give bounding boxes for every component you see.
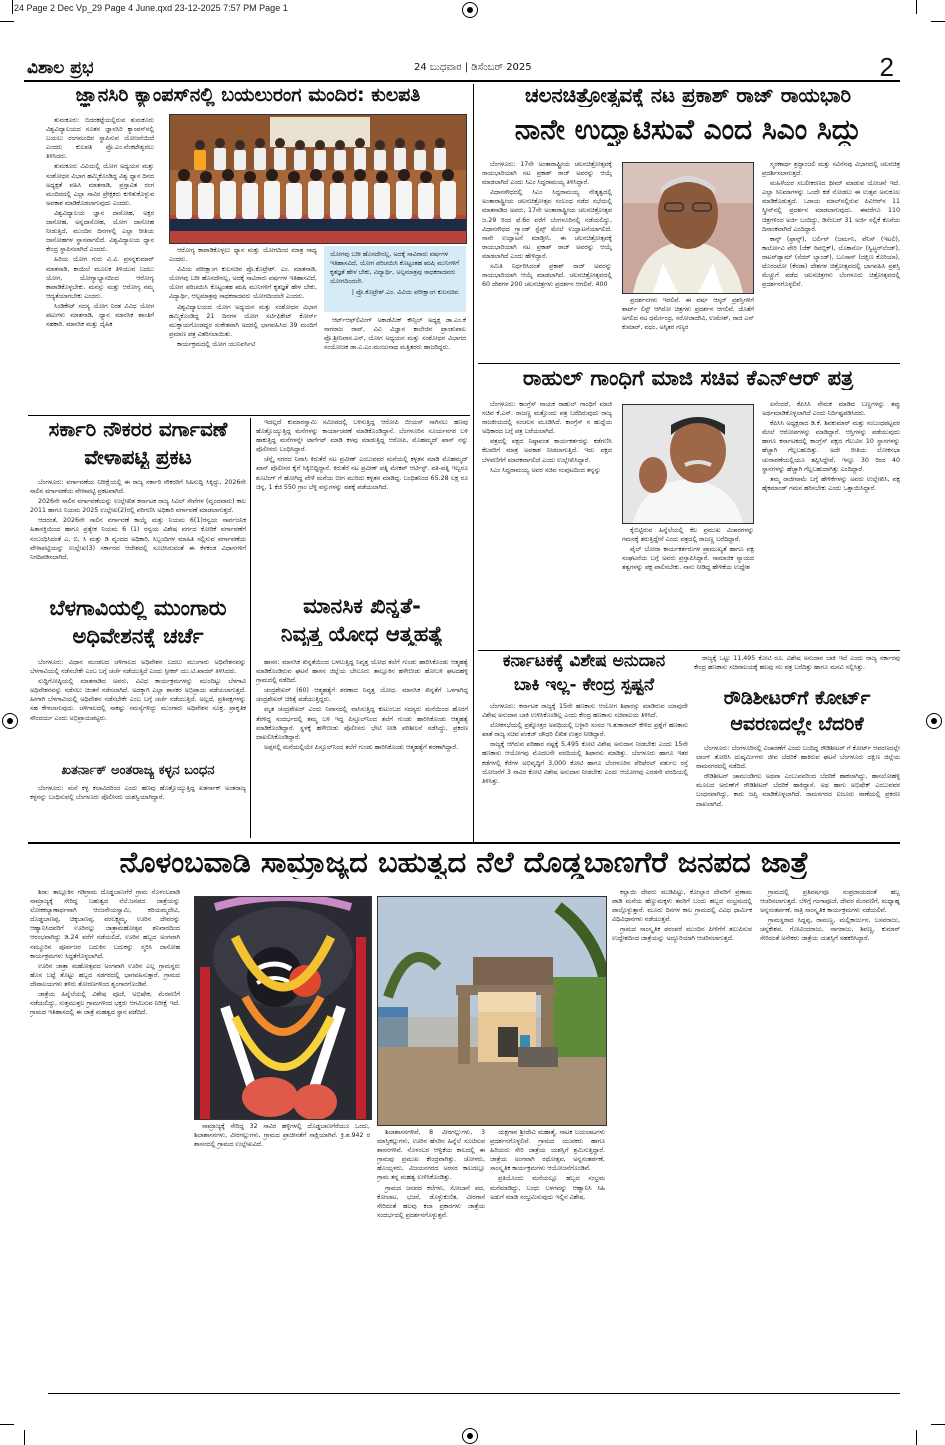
article-body [694,654,900,690]
paragraph: ಕಲ್ಲಾಯಿ ದೇವರು ಮುಡಿಪಿಟ್ಟು, ಕೋಲ್ಲಾರ ದೇವರಿಗೆ ಪ್ರಣಾಮ ಪಾಡಿ ಮನೆಯ ಹೆಣ್ಣುಮಕ್ಕಳು ತವರಿಗೆ ಬಂದು ಹಬ್ಬದ ಸಂಭ್ರಮದಲ್ಲಿ ಪಾಲ್ಗೊಳ್ಳುತ್ತಾರೆ. ಮೂರು ದಿನಗಳ ಕಾಲ ಗ್ರಾಮದಲ್ಲಿ ವಿವಿಧ ಧಾರ್ಮಿಕ ವಿಧಿವಿಧಾನಗಳು ನಡೆಯುತ್ತವೆ. [612,889,752,924]
newspaper-logo: ವಿಶಾಲ ಪ್ರಭ [27,58,94,78]
paragraph: ಕಾನ್ಸ್ (ಫ್ರಾನ್ಸ್), ಬರ್ಲಿನ್ (ಜರ್ಮನಿ, ವೆನಿಸ್ (ಇಟಲಿ), ಕಾರ್ಲೋವಿ ವೇರಿ (ಜೆಕ್ ರಿಪಬ್ಲಿಕ್), ಲೊಕಾರ್ನೊ (ಸ್ವಿಟ್ಜರ್‌ಲೆಂಡ್), ರಾಟರ್‌ಡ್ಯಾಮ್ (ನೆದರ್ ಲ್ಯಾಂಡ್), ಬೂಸಾನ್ (ದಕ್ಷಿಣ ಕೊರಿಯಾ), ಟೊರಂಟೋ (ಕೆನಡಾ) ದೇಶಗಳ ಚಿತ್ರೋತ್ಸವದಲ್ಲಿ ಭಾಗವಹಿಸಿ ಪ್ರಶಸ್ತಿ ಮೆಚ್ಚುಗೆ ಪಡೆದ ಚಲನಚಿತ್ರಗಳು ಬೆಂಗಳೂರು ಚಿತ್ರೋತ್ಸವದಲ್ಲಿ ಪ್ರದರ್ಶನಗೊಳ್ಳಲಿವೆ. [762,235,900,289]
registration-mark [926,713,942,729]
dateline: 24 ಬುಧವಾರ | ಡಿಸೆಂಬರ್ 2025 [414,62,532,73]
headline: ನೊಳಂಬವಾಡಿ ಸಾಮ್ರಾಜ್ಯದ ಬಹುತ್ವದ ನೆಲೆ ದೊಡ್ಡಬಾಣಗೆರೆ ಜನಪದ ಜಾತ್ರೆ [119,846,809,879]
crop-mark [0,1424,14,1425]
paragraph: ಶಿಲಾಶಾಸನಗಳಿವೆ, 8 ವೀರಗಲ್ಲುಗಳು, 3 ಮಾಸ್ತಿಕಲ್ಲುಗಳು, ಊರಿನ ಹೆಸರಿನ ಹಿನ್ನೆಲೆ ಸೂಚಿಸುವ ಶಾಸನಗಳಿವೆ. ನೊಳಂಬರ ಆಳ್ವಿಕೆಯ ಕಾಲದಲ್ಲಿ ಈ ಗ್ರಾಮವು ಪ್ರಮುಖ ಕೇಂದ್ರವಾಗಿತ್ತು. ಚೋಳರು, ಹೊಯ್ಸಳರು, ವಿಜಯನಗರದ ಅರಸರ ಕಾಲದಲ್ಲೂ ಗ್ರಾಮ ತನ್ನ ಮಹತ್ವ ಉಳಿಸಿಕೊಂಡಿತ್ತು. [377,1129,485,1182]
paragraph: ಕೆಪಿಸಿಸಿ ಅಧ್ಯಕ್ಷರಾದ ಡಿ.ಕೆ. ಶಿವಕುಮಾರ್ ಮತ್ತು ಸಂಬಂಧಪಟ್ಟವರ ಮೇಲೆ ಆರೋಪಗಳನ್ನು ಮಾಡಿದ್ದಾರೆ. ಆಸ್ತಿಗಳನ್ನು ಪಡೆಯುವುದು ಹಾಗೂ ಕರ್ನಾಟಕದಲ್ಲಿ ಕಾಂಗ್ರೆಸ್ ಪಕ್ಷದ ಗೆಲುವಿನ 10 ಸ್ಥಾನಗಳನ್ನು ಹೆಚ್ಚಾಗಿ ಗೆಲ್ಲಬಹುದಿತ್ತು. ಅದೇ ರೀತಿಯ ಲೋಕಸಭಾ ಚುನಾವಣೆಯಲ್ಲಿಯೂ ತಪ್ಪಿಸಿದ್ದೇವೆ, ಇನ್ನೂ 30 ರಿಂದ 40 ಸ್ಥಾನಗಳನ್ನು ಹೆಚ್ಚಾಗಿ ಗೆಲ್ಲಬಹುದಾಗಿತ್ತು ಎಂದಿದ್ದಾರೆ. [762,420,900,473]
headline-line: ವೇಳಾಪಟ್ಟಿ ಪ್ರಕಟ [84,446,192,469]
article-body [760,888,900,1386]
article-body [622,526,754,617]
headline-line: ಮಾನಸಿಕ ಖಿನ್ನತೆ- [303,594,421,618]
article-body [696,744,900,838]
paragraph: ಗ್ರಾಮದ ಸಾಂಸ್ಕೃತಿಕ ಪರಂಪರೆ ಮುಂದಿನ ಪೀಳಿಗೆಗೆ ತಲುಪಿಸುವ ಉದ್ದೇಶದಿಂದ ಜಾತ್ರೆಯನ್ನು ಅದ್ದೂರಿಯಾಗಿ ಆಚರಿಸಲಾಗುತ್ತದೆ. [612,926,752,943]
paragraph: ಇದಲ್ಲದೆ ಕುಮಾರಸ್ವಾಮಿ ಸಮೀಪದಲ್ಲಿ ಬಳಿಸುತ್ತಿದ್ದ ಆರೋಪಿ ಬೀಯಸ್ ಸಾಗಿಸಲು ಹಣವು ಹೊತ್ತೊಯ್ಯುತ್ತಿದ್ದ ಮನೆಗಳನ್ನು ಕಾರ್ಯಾಚರಣೆ ಮಾಡಿಕೊಂಡಿದ್ದಾನೆ. ಬೆಂಗಳೂರಿನ ಸೂರ್ಯನಗರ ಬಳಿ ಹಾಕುತ್ತಿದ್ದ ಮನೆಗಳನ್ನೇ ಟಾರ್ಗೆಟ್ ಮಾಡಿ ಕಳವು ಮಾಡುತ್ತಿದ್ದ ಆರೋಪಿ, ಮೊಹಮ್ಮದ್ ಖಾನ್ ನನ್ನು ಪೊಲೀಸರು ಬಂಧಿಸಿದ್ದಾರೆ. [256,419,468,454]
photo-caption [194,1122,370,1386]
registration-mark [2,713,18,729]
paragraph: ಅಪ್ಪನಲ್ಲಿ ಮನೆಯಲ್ಲಿಯೇ ಪಿಸ್ತೂಲ್‌ನಿಂದ ತಲೆಗೆ ಗುಂಡು ಹಾರಿಸಿಕೊಂಡು ಆತ್ಮಹತ್ಯೆಗೆ ಶರಣಾಗಿದ್ದಾರೆ. [264,743,458,751]
photo-deity [194,896,372,1120]
paragraph: ಸ್ಮರಣಾರ್ಥ ಶ್ರದ್ಧಾಂಜಲಿ ಮತ್ತು ಸವಿನೆನಪು ವಿಭಾಗದಲ್ಲಿ ಚಲನಚಿತ್ರ ಪ್ರದರ್ಶಿಸಲಾಗುತ್ತದೆ. [762,161,900,178]
paragraph: ಗ್ರಾಮಸ್ಥರಾದ ಸಿದ್ದಪ್ಪ, ರಾಮಣ್ಣ, ಮಲ್ಲಿಕಾರ್ಜುನ, ಬಸವರಾಜು, ಚನ್ನಕೇಶವ, ಗೋವಿಂದರಾಜು, ನಾಗರಾಜು, ಶಿವಣ್ಣ, ಕುಮಾರ್ ಸೇರಿದಂತೆ ಅನೇಕರು ಜಾತ್ರೆಯ ಯಶಸ್ಸಿಗೆ ಸಹಕರಿಸಿದ್ದಾರೆ. [760,917,900,943]
quote-attribution: | ಪ್ರೊ.ಕೊಟ್ರೇಶ್.ಎಂ. ವಿವಿಯ ಪರೀಕ್ಷಾಂಗ ಕುಲಸಚಿವ. [351,289,460,297]
paragraph: ಹಾಸನ: ಮಾನಸಿಕ ಖಿನ್ನತೆಯಿಂದ ಬಳಲುತ್ತಿದ್ದ ನಿವೃತ್ತ ಯೋಧ ತಲೆಗೆ ಗುಂಡು ಹಾರಿಸಿಕೊಂಡು ಆತ್ಮಹತ್ಯೆ ಮಾಡಿಕೊಂಡಿರುವ ಘಟನೆ ಹಾಸನ ಜಿಲ್ಲೆಯ ಬೇಲೂರು ತಾಲ್ಲೂಕಿನ ಹಳೇಬೀಡು ಹೋಬಳಿ ಘಟದಹಳ್ಳಿ ಗ್ರಾಮದಲ್ಲಿ ನಡೆದಿದೆ. [256,659,468,685]
paragraph: ಪತ್ರದಲ್ಲಿ ಪಕ್ಷದ ನಿಷ್ಠಾವಂತ ಕಾರ್ಯಕರ್ತರನ್ನು ಕಡೆಗಣಿಸಿ ಕೆಲವರಿಗೆ ಮಾತ್ರ ಅವಕಾಶ ನೀಡಲಾಗುತ್ತಿದೆ. ಇದು ಪಕ್ಷದ ಬೆಳವಣಿಗೆಗೆ ಮಾರಕವಾಗಲಿದೆ ಎಂದು ಉಲ್ಲೇಖಿಸಿದ್ದಾರೆ. [482,438,612,464]
paragraph: ಬೆಂಗಳೂರು: ಬೆಂಗಳೂರಿನಲ್ಲಿ ವಿಚಾರಣೆಗೆ ಎಂದು ಬಂದಿದ್ದ ರೌಡಿಶೀಟರ್ ಗೆ ಕೋರ್ಟ್ ಆವರಣದಲ್ಲೇ ಲಾಂಗ್ ತೋರಿಸಿ ದುಷ್ಕರ್ಮಿಗಳು ಜೀವ ಬೆದರಿಕೆ ಹಾಕಿರುವ ಘಟನೆ ಬೆಂಗಳೂರು ದಕ್ಷಿಣ ಜಿಲ್ಲೆಯ ರಾಮನಗರದಲ್ಲಿ ನಡೆದಿದೆ. [696,745,900,771]
column-divider [473,84,474,842]
photo-yoga-group [169,114,467,244]
masthead [24,52,900,82]
crop-mark [916,0,917,14]
crop-mark [931,21,945,22]
pull-quote [324,246,466,312]
paragraph: ಚೆನ್ನೈ ನಗರದ ನಿವಾಸಿ ಕಿರುತೆರೆ ನಟ ಪ್ರವೀಣ್ ಎಂಬುವವರ ಮನೆಯಲ್ಲಿ ಕಳ್ಳತನ ಮಾಡಿ ಮೊಹಮ್ಮದ್ ಖಾನ್ ಪೊಲೀಸರ ಕೈಗೆ ಸಿಕ್ಕಿಬಿದ್ದಿದ್ದಾನೆ. ಕಿರುತೆರೆ ನಟ ಪ್ರವೀಣ್ ಪತ್ನಿ ಮೇಕಪ್ ಆರ್ಟಿಸ್ಟ್. ಪತಿ-ಪತ್ನಿ ಇಬ್ಬರೂ ಶೂಟಿಂಗ್ ಗೆ ಹೋಗಿದ್ದ ವೇಳೆ ಮನೆಯ ಬೀಗ ಮುರಿದು ಕಳ್ಳತನ ಮಾಡಿದ್ದ. ಬಂಧಿತನಿಂದ 65.28 ಲಕ್ಷ ರೂ ಚಿನ್ನ, 1 ಕೆಜಿ 550 ಗ್ರಾಂ ಬೆಳ್ಳಿ ವಸ್ತುಗಳನ್ನು ವಶಕ್ಕೆ ಪಡೆಯಲಾಗಿದೆ. [256,456,468,491]
article-body [482,160,612,360]
kicker: ಚಲನಚಿತ್ರೋತ್ಸವಕ್ಕೆ ನಟ ಪ್ರಕಾಶ್ ರಾಜ್ ರಾಯಭಾರಿ [524,84,852,107]
crop-mark [0,21,14,22]
paragraph: ಬೆಂಗಳೂರು: ವಿಧಾನ ಮಂಡಲದ ಚಳಿಗಾಲದ ಅಧಿವೇಶನ ಬದಲು ಮುಂಗಾರು ಅಧಿವೇಶನವನ್ನು ಬೆಳಗಾವಿಯಲ್ಲಿ ನಡೆಸಬೇಕೇ ಎಂಬ ಬಗ್ಗೆ ಚರ್ಚೆ ನಡೆಯುತ್ತಿದೆ ಎಂದು ಸ್ಪೀಕರ್ ಯು.ಟಿ.ಖಾದರ್ ತಿಳಿಸಿದರು. [30,659,246,676]
paragraph: ಊರಿನ ಜಾತ್ರಾ ಮಹೋತ್ಸವದ ಅಂಗವಾಗಿ ಊರಿನ ಎಲ್ಲ ಗ್ರಾಮಸ್ಥರು ಹೊಸ ಬಟ್ಟೆ ತೊಟ್ಟು ಹಬ್ಬದ ಸಡಗರದಲ್ಲಿ ಭಾಗವಹಿಸುತ್ತಾರೆ. ಗ್ರಾಮದ ದೇವಾಲಯಗಳು ತಳಿರು ತೋರಣಗಳಿಂದ ಶೃಂಗಾರಗೊಂಡಿವೆ. [30,962,180,988]
article-body [762,400,900,617]
photo-siddaramaiah [622,162,754,294]
article-body [482,702,688,838]
paragraph: ಹಿರಿಯ ಯೋಗ ಗುರು ವಿ.ವಿ. ಪ್ರಸನ್ನಕುಮಾರ್ ಮಾತನಾಡಿ, ಕಾಯಿಲೆ ಮೂಲಕ ತಿಳಿಯುವ ಬದಲು ಯೋಗ, ಯೋಗ್ಯಾಭ್ಯಾಸದಿಂದ ಆರೋಗ್ಯ ಕಾಪಾಡಿಕೊಳ್ಳಬೇಕು. ಮನಸ್ಸು ಮತ್ತು ಆರೋಗ್ಯ ನಮ್ಮ ಆದ್ಯತೆಯಾಗಬೇಕು ಎಂದರು. [46,256,154,300]
article-body [256,658,468,836]
paragraph: ಮೃತ ಚಂದ್ರಶೇಖರ್ ಎಂದು ನಿವಾಸದಲ್ಲಿ ವಾಸಿಸುತ್ತಿದ್ದ ಕುಟುಂಬದ ಸದಸ್ಯರು ಮನೆಯಿಂದ ಹೊರಗೆ ತೆರಳಿದ್ದ ಸಂದರ್ಭದಲ್ಲಿ ತಮ್ಮ ಬಳಿ ಇದ್ದ ಪಿಸ್ತೂಲ್‌ನಿಂದ ತಲೆಗೆ ಗುಂಡು ಹಾರಿಸಿಕೊಂಡು ಆತ್ಮಹತ್ಯೆ ಮಾಡಿಕೊಂಡಿದ್ದಾರೆ. ಸ್ಥಳಕ್ಕೆ ಹಳೇಬೀಡು ಪೊಲೀಸರು ಭೇಟಿ ನೀಡಿ ಪರಿಶೀಲನೆ ನಡೆಸಿದ್ದು, ಪ್ರಕರಣ ದಾಖಲಿಸಿಕೊಂಡಿದ್ದಾರೆ. [256,706,468,741]
portrait-graphic [623,405,753,523]
registration-mark [462,1428,478,1444]
crop-mark [24,1430,25,1445]
headline: ಖತರ್ನಾಕ್ ಅಂತರಾಜ್ಯ ಕಳ್ಳನ ಬಂಧನ [61,764,215,778]
article-body [169,246,317,406]
paragraph: ರಾಜ್ಯಕ್ಕೆ ಒಟ್ಟು 11,495 ಕೋಟಿ ರೂ. ವಿಶೇಷ ಅನುದಾನ ಬಾಕಿ ಇದೆ ಎಂದು ರಾಜ್ಯ ಸರ್ಕಾರವು ಕೇಂದ್ರ ಹಣಕಾಸು ಸಚಿವಾಲಯಕ್ಕೆ ಹಲವು ಸಲ ಪತ್ರ ಬರೆದಿತ್ತು ಹಾಗೂ ಮನವಿ ಸಲ್ಲಿಸಿತ್ತು. [694,655,900,672]
paragraph: ಆರೋಗ್ಯ ಕಾಪಾಡಿಕೊಳ್ಳಲು ಧ್ಯಾನ ಮತ್ತು ಯೋಗದಿಂದ ಮಾತ್ರ ಸಾಧ್ಯ ಎಂದರು. [169,247,317,264]
page-bottom-rule [48,1393,900,1394]
article-body [30,784,246,836]
headline-line: ಅಧಿವೇಶನಕ್ಕೆ ಚರ್ಚೆ [72,624,204,648]
quote-text: ಯೋಗವು ಬರೀ ಹೊಸದೇನಲ್ಲ, ಅದಕ್ಕೆ ಸಾವಿರಾರು ವರ್ಷಗಳ ಇತಿಹಾಸವಿದೆ, ಯೋಗ ಪರಿಚಯಿಸಿ ಕೊಟ್ಟಂತಹ ಋಷಿ ಮುನಿಗಳಿಗೆ ಕೃತಜ್ಞತೆ ಹೇಳ ಬೇಕು, ವಿದ್ಯಾರ್ಥಿ, ಅಲ್ಪಮಾತ್ರವು ಸಾಧಕರಾದವರು ಯೋಗದಿಂದಲೇ. [330,251,459,286]
article-body [30,888,180,1386]
headline-line: ಕರ್ನಾಟಕಕ್ಕೆ ವಿಶೇಷ ಅನುದಾನ [502,652,666,671]
paragraph: ಬೆಂಗಳೂರು: ಮನೆ ಕಳ್ಳ ಕಲಾವಿದರಿಂದ ಎಂದು ಹಣವು ಹೊತ್ತೊಯ್ಯುತ್ತಿದ್ದ ಖತರ್ನಾಕ್ ಅಂತರಾಜ್ಯ ಕಳ್ಳನನ್ನು ಬಂಧಿಸುವಲ್ಲಿ ಬೆಂಗಳೂರು ಪೊಲೀಸರು ಯಶಸ್ವಿಯಾಗಿದ್ದಾರೆ. [30,785,246,802]
print-slug: 24 Page 2 Dec Vp_29 Page 4 June.qxd 23-12-2025 7:57 PM Page 1 [14,3,288,13]
article-body [612,888,752,1386]
article-body [30,478,246,590]
paragraph: ಬೆಂಗಳೂರು: 17ನೇ ಅಂತಾರಾಷ್ಟ್ರೀಯ ಚಲನಚಿತ್ರೋತ್ಸವಕ್ಕೆ ರಾಯಭಾರಿಯಾಗಿ ನಟ ಪ್ರಕಾಶ್ ರಾಜ್ ಅವರನ್ನು ಆಯ್ಕೆ ಮಾಡಲಾಗಿದೆ ಎಂದು ಸಿಎಂ ಸಿದ್ದರಾಮಯ್ಯ ತಿಳಿಸಿದ್ದಾರೆ. [482,161,612,187]
article-body [762,160,900,360]
headline-line: ಸರ್ಕಾರಿ ನೌಕರರ ವರ್ಗಾವಣೆ [48,418,228,441]
crop-mark [916,1430,917,1445]
paragraph: ತುಮಕೂರು: ಬಿದರಕಟ್ಟೆಯಲ್ಲಿರುವ ತುಮಕೂರು ವಿಶ್ವವಿದ್ಯಾಲಯದ ನೂತನ ಜ್ಞಾನಸಿರಿ ಕ್ಯಾಂಪಸ್‌ನಲ್ಲಿ ಬಯಲು ರಂಗಮಂದಿರ ಸ್ಥಾಪಿಸುವ ಯೋಜನೆಯಿದೆ ಎಂದರು ಕುಲಪತಿ ಪ್ರೊ.ಎಂ.ವೆಂಕಟೇಶ್ವರಲು ತಿಳಿಸಿದರು. [46,117,154,161]
article-body [482,400,612,617]
paragraph: ಕಾರ್ಯಕ್ರಮದಲ್ಲಿ ಯೋಗ ಯುನಿವರ್ಸಿಟಿ [177,340,256,348]
crop-mark [12,0,13,14]
paragraph: ತುಮಕೂರು ವಿವಿಯಲ್ಲಿ ಯೋಗ ಅಧ್ಯಯನ ಮತ್ತು ಸಂಶೋಧನ ವಿಭಾಗ ಹಮ್ಮಿಕೊಂಡಿದ್ದ ವಿಶ್ವ ಧ್ಯಾನ ದಿನದ ಅಧ್ಯಕ್ಷತೆ ವಹಿಸಿ ಮಾತನಾಡಿ, ಪ್ರಸ್ತಾವಿತ ರಂಗ ಮಂದಿರದಲ್ಲಿ ಎಲ್ಲಾ ಸಾವಿರ ಪ್ರೇಕ್ಷಕರು ಕುಳಿತುಕೊಳ್ಳುವ ಅವಕಾಶ ಮಾಡಿಕೊಡಲಾಗುವುದು ಎಂದರು. [46,163,154,207]
paragraph: ಗ್ರಾಮದ ಜನಪದ ಕಲೆಗಳು, ಸೋಬಾನೆ ಪದ, ಕೋಲಾಟ, ಭಜನೆ, ಡೊಳ್ಳುಕುಣಿತ, ವೀರಗಾಸೆ ಸೇರಿದಂತೆ ಹಲವು ಕಲಾ ಪ್ರಕಾರಗಳು ಜಾತ್ರೆಯ ಸಂದರ್ಭದಲ್ಲಿ ಪ್ರದರ್ಶನಗೊಳ್ಳುತ್ತವೆ. [377,1184,485,1219]
section-divider [478,650,900,651]
paragraph: ಶಿರಾ: ತಾಲ್ಲೂಕಿನ ಗಡಿಗ್ರಾಮ ದೊಡ್ಡಬಾಣಗೆರೆ ಗ್ರಾಮ ನೊಳಂಬವಾಡಿ ಸಾಮ್ರಾಜ್ಯಕ್ಕೆ ಸೇರಿದ್ದ ಬಹುತ್ವದ ನೆಲೆ.ಜನಪದ ಜಾತ್ರೆಯನ್ನು ಲೋಕಕಲ್ಯಾಣಾರ್ಥವಾಗಿ ಆಂಜನೇಯಸ್ವಾಮಿ, ಕರಿಯಮ್ಮದೇವಿ, ದೊಡ್ಡಬಾಣಪ್ಪ, ಚಿಕ್ಕಬಾಣಪ್ಪ, ವರಲಕ್ಷ್ಮಮ್ಮ, ಊರಿನ ದೇವರನ್ನು ಆಹ್ವಾನಿಸಿದವರಿಗೆ ಊರಿನಲ್ಲು ಜಾತ್ರಾಮಹೋತ್ಸವ ಶನಿವಾರದಿಂದ ಆರಂಭವಾಗಿದ್ದು ಡಿ.24 ವರೆಗೆ ನಡೆಯಲಿದೆ, ಊರಿನ ಹಬ್ಬದ ಅಂಗವಾಗಿ ನಮ್ಮೂರಿನ ಪೂರ್ವಜರ ಬದುಕಿನ ಬದುಕನ್ನು ಸ್ಮರಿಸಿ ದಾಸೋಹ ಕಾರ್ಯಕ್ರಮಗಳು ಸಿದ್ಧತೆಗೊಳ್ಳಲಾಗಿದೆ. [30,889,180,960]
temple-graphic [378,897,606,1125]
paragraph: ಏನೆಂದರೆ, ಕೆಪಿಸಿಸಿ ನೇಮಕ ಮಾಡಿದ ಬಣ್ಣಗಳನ್ನು ತಪ್ಪು ಅರ್ಥಮಾಡಿಕೊಳ್ಳಲಾಗಿದೆ ಎಂದು ನಿರ್ದಿಷ್ಟಪಡಿಸಿದರು. [762,401,900,418]
paragraph: ಪ್ರದರ್ಶನಗಳು ಇರಲಿವೆ. ಈ ವರ್ಷ ಆಸ್ಕರ್ ಪ್ರಶಸ್ತಿಗಳಿಗೆ ಶಾರ್ಟ್ ಲಿಸ್ಟ್ ಆಗಿರೋ ಚಿತ್ರಗಳು ಪ್ರದರ್ಶನ ಆಗಲಿವೆ. ಜೊತೆಗೆ ಅಗಲಿದ ನಟ ಧರ್ಮೇಂದ್ರ, ಸರೋಜಾದೇವಿ, ಉಮೇಶ್, ರಾಜಿ ಎನ್ ಕುಮಾರ್, ವಧಂ, ಅಸ್ಕಿತರ ಗಣ್ಯರ [622,297,754,332]
article-body [490,1128,605,1386]
article-body [377,1128,485,1386]
paragraph: ಲೋಕಸಭೆಯಲ್ಲಿ ಪ್ರಶ್ನೋತ್ತರ ಅವಧಿಯಲ್ಲಿ ಬಳ್ಳಾರಿ ಸಂಸದ ಇ.ತುಕಾರಾಮ್ ಕೇಳಿದ ಪ್ರಶ್ನೆಗೆ ಹಣಕಾಸು ಖಾತೆ ರಾಜ್ಯ ಸಚಿವ ಪಂಕಜ್ ಚೌಧರಿ ಲಿಖಿತ ಉತ್ತರ ನೀಡಿದ್ದಾರೆ. [482,722,688,739]
photo-kn-rajanna [622,404,754,524]
section-divider [28,842,900,844]
paragraph: ರಾಜ್ಯಕ್ಕೆ ಆಗಿರುವ ಪರಿಹಾರ ನಷ್ಟಕ್ಕೆ 5,495 ಕೋಟಿ ವಿಶೇಷ ಅನುದಾನ ನೀಡಬೇಕು ಎಂದು 15ನೇ ಹಣಕಾಸು ಆಯೋಗವು ಮೊದಲನೇ ವರದಿಯಲ್ಲಿ ಶಿಫಾರಸು ಮಾಡಿತ್ತು. ಬೆಂಗಳೂರು ಹಾಗೂ ಇತರ ಕಡೆಗಳಲ್ಲಿ ಕೆರೆಗಳ ಅಭಿವೃದ್ಧಿಗೆ 3,000 ಕೋಟಿ ಹಾಗೂ ಬೆಂಗಳೂರಿನ ಪೆರಿಫೆರಲ್ ವರ್ತುಲ ರಸ್ತೆ ಯೋಜನೆಗೆ 3 ಸಾವಿರ ಕೋಟಿ ವಿಶೇಷ ಅನುದಾನ ನೀಡಬೇಕು ಎಂದು ಆಯೋಗವು ಎರಡನೇ ವರದಿಯಲ್ಲಿ ತಿಳಿಸಿತ್ತು. [482,741,688,785]
article-body [46,116,154,406]
paragraph: ಕೈಬಿಟ್ಟಿರುವ ಹಿನ್ನೆಲೆಯಲ್ಲಿ ಕೆಲ ಪ್ರಮುಖ ವಿಚಾರಗಳನ್ನು ಗಮನಕ್ಕೆ ತರುತ್ತಿದ್ದೇನೆ ಎಂದು ಪತ್ರದಲ್ಲಿ ರಾಜಣ್ಣ ಬರೆದಿದ್ದಾರೆ. [622,527,754,544]
paragraph: ಮಹಿಳೆಯರ ಸಬಲೀಕರಣದ ಥೀಮ್ ಮಾಡುವ ಯೋಚನೆ ಇದೆ. ಎಲ್ಲಾ ಸಿನಿಮಾಗಳನ್ನು ಒಂದೇ ಕಡೆ ನೋಡಲು ಈ ಉತ್ಸವ ಅನುಕೂಲ ಮಾಡಿಕೊಡುತ್ತದೆ. ಒರಾಯ ಮಾಲ್‌ನಲ್ಲಿರುವ ಪಿವಿಆರ್‌ನ 11 ಸ್ಕ್ರೀನ್‌ನಲ್ಲಿ ಪ್ರದರ್ಶನ ಮಾಡಲಾಗುವುದು. ಈವರೆಗೂ 110 ಚಿತ್ರಗಳಿಂದ ಅರ್ಜಿ ಬಂದಿದ್ದು, ಡಿಸೆಂಬರ್ 31 ಅರ್ಜಿ ಸಲ್ಲಿಕೆ ಕೊನೆಯ ದಿನಾಂಕವಾಗಿದೆ ಎಂದಿದ್ದಾರೆ. [762,180,900,233]
article-body [30,658,246,760]
paragraph: ಬೆಂಗಳೂರು: ಕರ್ನಾಟಕ ರಾಜ್ಯಕ್ಕೆ 15ನೇ ಹಣಕಾಸು ಆಯೋಗ ಶಿಫಾರಸ್ಸು ಮಾಡಿರುವ ಯಾವುದೇ ವಿಶೇಷ ಅನುದಾನ ಬಾಕಿ ಉಳಿಸಿಕೊಂಡಿಲ್ಲ ಎಂದು ಕೇಂದ್ರ ಹಣಕಾಸು ಸಚಿವಾಲಯ ತಿಳಿಸಿದೆ. [482,703,688,720]
paragraph: ಪೈಲ್ ಬೋರಾ ಕಾರ್ಯಕರ್ತರುಗಳ ಪ್ರಾಮುಖ್ಯತೆ ಹಾಗೂ ಪಕ್ಷ ಸಂಘಟನೆಯ ಬಗ್ಗೆ ಅವರು ಪ್ರಸ್ತಾಪಿಸಿದ್ದಾರೆ. ಸಾಮಾಜಿಕ ನ್ಯಾಯದ ತತ್ವಗಳನ್ನು ಪಕ್ಷ ಪಾಲಿಸಬೇಕು. ನಾನು ನೀಡಿದ್ದ ಹೇಳಿಕೆಯ ಉದ್ದೇಶ [622,546,754,572]
paragraph: ಸುದ್ದಿಗೋಷ್ಠಿಯಲ್ಲಿ ಮಾತನಾಡಿದ ಅವರು, ವಿವಿಧ ಕಾರ್ಯಕ್ರಮಗಳನ್ನು ಮುಂದಿಟ್ಟು ಬೆಳಗಾವಿ ಅಧಿವೇಶನವನ್ನು ನಡೆಸಲು ಚಿಂತನೆ ನಡೆಸಲಾಗಿದೆ. ಅದಕ್ಕಾಗಿ ಎಲ್ಲಾ ಶಾಸಕರ ಅಭಿಪ್ರಾಯ ಪಡೆಯಲಾಗುತ್ತದೆ. ಹೀಗಾಗಿ ಬೆಳಗಾವಿಯಲ್ಲಿ ಅಧಿವೇಶನ ನಡೆಸಬೇಕೇ ಎಂಬ ಬಗ್ಗೆ ಚರ್ಚೆ ನಡೆಯುತ್ತಿದೆ. ಅಲ್ಲದೆ, ಪ್ರತಿಪಕ್ಷಗಳನ್ನು ಸಹ ಕೇಳಲಾಗುವುದು. ಚಳಿಗಾಲದಲ್ಲಿ ಸಾಕಷ್ಟು ಸಮಸ್ಯೆಗಳಿದ್ದು ಮುಂಗಾರು ಅಧಿವೇಶನ ಸೂಕ್ತ. ಪ್ರಾಕೃತಿಕ ಸೌಂದರ್ಯ ಎಂದು ಅಭಿಪ್ರಾಯಪಟ್ಟರು. [30,678,246,722]
paragraph: ವಿಶ್ವವಿದ್ಯಾಲಯದ ಯೋಗ ಅಧ್ಯಯನ ಮತ್ತು ಸಂಶೋಧನ ವಿಭಾಗ ಹಮ್ಮಿಕೊಂಡಿದ್ದ 21 ದಿನಗಳ ಯೋಗ ಸರ್ಟಿಫಿಕೇಟ್ ಕೋರ್ಸ್ ಮುಕ್ತಾಯಗೊಂಡದ್ದರ ಸಂಕೇತವಾಗಿ ಅದರಲ್ಲಿ ಭಾಗವಹಿಸಿದ 39 ಮಂದಿಗೆ ಪ್ರಮಾಣ ಪತ್ರ ವಿತರಿಸಲಾಯಿತು. [169,303,317,338]
paragraph: ಜಾತ್ರೆಯ ಹಿನ್ನೆಲೆಯಲ್ಲಿ ವಿಶೇಷ ಪೂಜೆ, ಅಭಿಷೇಕ, ಮೆರವಣಿಗೆ ನಡೆಯಲಿದ್ದು, ಸುತ್ತಮುತ್ತಲ ಗ್ರಾಮಗಳಿಂದ ಭಕ್ತರು ಆಗಮಿಸುವ ನಿರೀಕ್ಷೆ ಇದೆ. ಗ್ರಾಮದ ಇತಿಹಾಸದಲ್ಲಿ ಈ ಜಾತ್ರೆ ಮಹತ್ವದ ಸ್ಥಾನ ಪಡೆದಿದೆ. [30,991,180,1017]
paragraph: ಪ್ರತಿಯೊಂದು ಮನೆಯಲ್ಲೂ ಹಬ್ಬದ ಸಂಭ್ರಮ ಮನೆಮಾಡಿದ್ದು, ಬಂಧು ಬಳಗವನ್ನು ಆಹ್ವಾನಿಸಿ ಸಿಹಿ ಅಡುಗೆ ಮಾಡಿ ಸಂಭ್ರಮಿಸುವುದು ಇಲ್ಲಿನ ವಿಶೇಷ. [490,1175,605,1201]
paragraph: ಸಿಎಂ ಸಿದ್ದರಾಮಯ್ಯ ಅವರ ಸಚಿವ ಸಂಪುಟದಿಂದ ತನ್ನನ್ನು [490,466,601,474]
paragraph: ಬೆಂಗಳೂರು: ವರ್ಗಾವಣೆಯ ನಿರೀಕ್ಷೆಯಲ್ಲಿ ಈ ರಾಜ್ಯ ಸರ್ಕಾರಿ ನೌಕರರಿಗೆ ಸಿಹಿಸುದ್ದಿ ಸಿಕ್ಕಿದ್ದು, 2026ನೇ ಸಾಲಿನ ವರ್ಗಾವಣೆಯ ವೇಳಾಪಟ್ಟಿ ಪ್ರಕಟವಾಗಿದೆ. [30,479,246,496]
registration-mark [462,2,478,18]
portrait-graphic [623,163,753,293]
paragraph: ವಿಶ್ವವಿದ್ಯಾಲಯ ಜ್ಞಾನ ದಾಸೋಹ, ಅಕ್ಷರ ದಾಸೋಹ, ಅನ್ನದಾಸೋಹ, ಯೋಗ ದಾಸೋಹ ನೀಡುತ್ತಿದೆ, ಮುಂದಿನ ದಿನಗಳಲ್ಲಿ ಎಲ್ಲಾ ರೀತಿಯ ದಾಸೋಹಗಳ ಸ್ಥಾನವಾಗಲಿದೆ. ವಿಶ್ವವಿದ್ಯಾಲಯ ಧ್ಯಾನ ಕೇಂದ್ರ ಸ್ಥಾಪಿಸಲಾಗಿದೆ ಎಂದರು. [46,209,154,254]
paragraph: ಚಂದ್ರಶೇಖರ್ (60) ಆತ್ಮಹತ್ಯೆಗೆ ಶರಣಾದ ನಿವೃತ್ತ ಯೋಧ. ಮಾನಸಿಕ ಖಿನ್ನತೆಗೆ ಒಳಗಾಗಿದ್ದ ಚಂದ್ರಶೇಖರ್ ಚಿಕಿತ್ಸೆ ಪಡೆಯುತ್ತಿದ್ದರು. [256,687,468,704]
paragraph: ಸಿಂಡಿಕೇಟ್ ಸದಸ್ಯ ಯೋಗ ನಿರತ ವಿವಿಧ ಯೋಗ ಪಟುಗಳು ಮಾತನಾಡಿ, ಧ್ಯಾನ ಮಾನಸಿಕ ಶಾಂತಿಗೆ ಸಹಕಾರಿ. ಮಾನಸಿಕ ಮತ್ತು ದೈಹಿಕ [46,302,154,329]
paragraph: ತಮ್ಮ ರಾಜೀನಾಮೆ ಬಗ್ಗೆ ಹೇಳಿಕೆಗಳನ್ನು ಅವರು ಉಲ್ಲೇಖಿಸಿ, ಪಕ್ಷ ಹೈಕಮಾಂಡ್ ಗಮನ ಹರಿಸಬೇಕು ಎಂದು ಒತ್ತಾಯಿಸಿದ್ದಾರೆ. [762,475,900,492]
headline-line: ಆವರಣದಲ್ಲೇ ಬೆದರಿಕೆ [730,714,864,735]
paragraph: ವಿವಿಯ ಪರೀಕ್ಷಾಂಗ ಕುಲಸಚಿವ ಪ್ರೊ.ಕೊಟ್ರೇಶ್. ಎಂ. ಮಾತನಾಡಿ, ಯೋಗವು ಬರೀ ಹೊಸದೇನಲ್ಲ, ಅದಕ್ಕೆ ಸಾವಿರಾರು ವರ್ಷಗಳ ಇತಿಹಾಸವಿದೆ, ಯೋಗ ಪರಿಚಯಿಸಿ ಕೊಟ್ಟಂತಹ ಋಷಿ ಮುನಿಗಳಿಗೆ ಕೃತಜ್ಞತೆ ಹೇಳ ಬೇಕು, ವಿದ್ಯಾರ್ಥಿ, ಆಲ್ಪಮಾತ್ರವು ಸಾಧಕರಾದವರು ಯೋಗದಿಂದಲೇ ಎಂದರು. [169,266,317,301]
crop-mark [931,1424,945,1425]
section-divider [28,415,470,416]
headline-line: ರೌಡಿಶೀಟರ್‌ಗೆ ಕೋರ್ಟ್ [723,688,871,709]
paragraph: ವಿಧಾನಸೌಧದಲ್ಲಿ ಸಿಎಂ ಸಿದ್ದರಾಮಯ್ಯ ನೇತೃತ್ವದಲ್ಲಿ ಅಂತಾರಾಷ್ಟ್ರೀಯ ಚಲನಚಿತ್ರೋತ್ಸವ ಸಂಬಂಧ ನಡೆದ ಸಭೆಯಲ್ಲಿ ಮಾತನಾಡಿದ ಅವರು, 17ನೇ ಅಂತಾರಾಷ್ಟ್ರೀಯ ಚಲನಚಿತ್ರೋತ್ಸವ ಜ.29 ರಿಂದ ಫೆ.6ರ ವರೆಗೆ ಬೆಂಗಳೂರಿನಲ್ಲಿ ನಡೆಯಲಿದ್ದು, ವಿಧಾನಸೌಧದ ಗ್ರ್ಯಾಂಡ್ ಸ್ಟೆಪ್ಸ್ ಮೇಲೆ ಉದ್ಘಾಟನೆಯಾಗಲಿದೆ. ನಾನೇ ಉದ್ಘಾಟನೆ ಮಾಡ್ತೀನಿ. ಈ ಚಲನಚಿತ್ರೋತ್ಸವಕ್ಕೆ ರಾಯಭಾರಿಯಾಗಿ ನಟ ಪ್ರಕಾಶ್ ರಾಜ್ ಅವರನ್ನು ಆಯ್ಕೆ ಮಾಡಲಾಗಿದೆ ಎಂದು ಹೇಳಿದ್ದಾರೆ. [482,189,612,260]
paragraph: ಯಕ್ಷಗಾನ ಶ್ರೀದೇವಿ ಮಹಾತ್ಮೆ, ನಾಟಕ ಬಯಲಾಟಗಳು ಪ್ರದರ್ಶನಗೊಳ್ಳಲಿವೆ. ಗ್ರಾಮದ ಯುವಕರು ಹಾಗೂ ಹಿರಿಯರು ಸೇರಿ ಜಾತ್ರೆಯ ಯಶಸ್ಸಿಗೆ ಶ್ರಮಿಸುತ್ತಿದ್ದಾರೆ. ಜಾತ್ರೆಯ ಅಂಗವಾಗಿ ರಥೋತ್ಸವ, ಅನ್ನಸಂತರ್ಪಣೆ, ಸಾಂಸ್ಕೃತಿಕ ಕಾರ್ಯಕ್ರಮಗಳು ಆಯೋಜನೆಗೊಂಡಿವೆ. [490,1129,605,1173]
paragraph: ಸಾಮ್ರಾಜ್ಯಕ್ಕೆ ಸೇರಿದ್ದ 32 ಸಾವಿರ ಹಳ್ಳಿಗಳಲ್ಲಿ ದೊಡ್ಡಬಾಣಗೆರೆಯೂ ಒಂದು, ಶಿಲಾಶಾಸನಗಳು, ವೀರಗಲ್ಲುಗಳು, ಗ್ರಾಮದ ಪ್ರಾಚೀನತೆಗೆ ಸಾಕ್ಷಿಯಾಗಿವೆ. ಕ್ರಿ.ಶ.942 ರ ಶಾಸನದಲ್ಲಿ ಗ್ರಾಮದ ಉಲ್ಲೇಖವಿದೆ. [194,1123,370,1149]
photo-temple-gate [377,896,607,1126]
paragraph: ರೌಡಿಶೀಟರ್ ಚಾಮುಂಡಿಗಲ ಅಥವಾ ಎಂಬುವವರಿಂದ ಬೆದರಿಕೆ ಹಾಕಲಾಗಿದ್ದು, ಹಾಸಲೋಹಳ್ಳಿ ಮೂಲದ ಅರುಣ್‌ಗೆ ರೌಡಿಶೀಟರ್ ಬೆದರಿಕೆ ಹಾಕಿದ್ದಾನೆ. ಅಥ ಹಾಗು ಅಭಿಷೇಕ್ ಎಂಬುವವರ ಬಂಧನವಾಗಿದ್ದು, ಕಾರು ಜಪ್ತಿ ಮಾಡಿಕೊಳ್ಳಲಾಗಿದೆ. ರಾಮನಗರದ ಐಜೂರು ಠಾಣೆಯಲ್ಲಿ ಪ್ರಕರಣ ದಾಖಲಾಗಿದೆ. [696,773,900,808]
paragraph: ಸಮಿತಿ ನಿರ್ಧರಿಸಿದಂತೆ ಪ್ರಕಾಶ್ ರಾಜ್ ಅವರನ್ನು ರಾಯಭಾರಿಯಾಗಿ ಆಯ್ಕೆ ಮಾಡಲಾಗಿದೆ. ಚಲನಚಿತ್ರೋತ್ಸವದಲ್ಲಿ 60 ದೇಶಗಳ 200 ಚಲನಚಿತ್ರಗಳು ಪ್ರದರ್ಶನ ಆಗಲಿವೆ. 400 [482,263,612,289]
headline-line: ನಿವೃತ್ತ ಯೋಧ ಆತ್ಮಹತ್ಯೆ [280,622,444,646]
deity-graphic [195,897,371,1119]
page-number: 2 [879,52,894,82]
paragraph: ಆರ್ಟ್‌ಆಫ್‌ಲಿವಿಂಗ್ ಅಕಾಡೆಮಿಕ್ ಕೌನ್ಸಿಲ್ ಅಧ್ಯಕ್ಷ ಡಾ.ಎಂ.ಕೆ ನಾಗರಾಜ ರಾವ್, ವಿವಿ ವಿಜ್ಞಾನ ಕಾಲೇಜಿನ ಪ್ರಾಂಶುಪಾಲ ಪ್ರೊ.ಶ್ರೀನಿವಾಸ.ಎನ್, ಯೋಗ ಅಧ್ಯಯನ ಮತ್ತು ಸಂಶೋಧನ ವಿಭಾಗದ ಸಂಯೋಜಕ ಡಾ.ಎ.ಎಂ.ಮಂಜುನಾಥ ಮತ್ತಿತರರು ಹಾಜರಿದ್ದರು. [324,317,466,352]
section-divider [478,363,900,364]
paragraph: ಗ್ರಾಮದಲ್ಲಿ ಪ್ರತಿವರ್ಷವೂ ಸಂಪ್ರದಾಯದಂತೆ ಹಬ್ಬ ಆಚರಿಸಲಾಗುತ್ತದೆ. ಬೆಳಿಗ್ಗೆ ಗಂಗಾಪೂಜೆ, ದೇವರ ಮೆರವಣಿಗೆ, ಮಧ್ಯಾಹ್ನ ಅನ್ನಸಂತರ್ಪಣೆ, ರಾತ್ರಿ ಸಾಂಸ್ಕೃತಿಕ ಕಾರ್ಯಕ್ರಮಗಳು ನಡೆಯಲಿವೆ. [760,889,900,915]
article-body [256,418,468,588]
headline-line: ಬೆಳಗಾವಿಯಲ್ಲಿ ಮುಂಗಾರು [49,596,227,620]
article-body [622,296,754,360]
group-photo-graphic [170,115,466,243]
column-divider [250,418,251,838]
headline: ಜ್ಞಾನಸಿರಿ ಕ್ಯಾಂಪಸ್‌ನಲ್ಲಿ ಬಯಲುರಂಗ ಮಂದಿರ: ಕುಲಪತಿ [75,85,421,106]
headline-line: ಬಾಕಿ ಇಲ್ಲ- ಕೇಂದ್ರ ಸ್ಪಷ್ಟನೆ [513,676,655,695]
paragraph: ಬೆಂಗಳೂರು: ಕಾಂಗ್ರೆಸ್ ನಾಯಕ ರಾಹುಲ್ ಗಾಂಧಿಗೆ ಮಾಜಿ ಸಚಿವ ಕೆ.ಎನ್. ರಾಜಣ್ಣ ಮತ್ತೊಂದು ಪತ್ರ ಬರೆದಿರುವುದು ರಾಜ್ಯ ರಾಜಕೀಯದಲ್ಲಿ ಸಂಚಲನ ಮೂಡಿಸಿದೆ. ಕಾಂಗ್ರೆಸ್ ನ ಹುದ್ದೆಯ ಅಧಿಕಾರದ ಬಗ್ಗೆ ಪತ್ರ ಬರೆಯಲಾಗಿದೆ. [482,401,612,436]
headline: ನಾನೇ ಉದ್ಘಾಟಿಸುವೆ ಎಂದ ಸಿಎಂ ಸಿದ್ದು [514,114,862,146]
paragraph: 2026ನೇ ಸಾಲಿನ ವರ್ಗಾವಣೆಯನ್ನು ಉಲ್ಲೇಖಿತ ಕರ್ನಾಟಕ ರಾಜ್ಯ ಸಿವಿಲ್ ಸೇವೆಗಳ (ವೃಂದವಾರು) ಕಾಲ 2011 ಹಾಗೂ ನಿಯಮ 2025 ಉಲ್ಲೇಖ(2)ರಲ್ಲಿ ಪರಿಗಣಿಸಿ ಅಧಿಕಾರಿ ವರ್ಗಾವಣೆ ಮಾಡಲಾಗುತ್ತದೆ. [30,498,246,515]
paragraph: ಆದರಂತೆ, 2026ನೇ ಸಾಲಿನ ವರ್ಗಾವಣೆ ಕಾಯ್ದೆ ಮತ್ತು ನಿಯಮ 6(1)ರನ್ವಯ ಸಾರ್ವಜನಿಕ ಹಿತಾಸಕ್ತಿಯಿಂದ ಹಾಗೂ ಪ್ರತ್ಯೇಕ ನಿಯಮ 6 (1) ರನ್ವಯ ವಿಶೇಷ ವರ್ಗದ ಕೋರಿಕೆ ವರ್ಗಾವಣೆಗೆ ಸಂಬಂಧಿಸಿದಂತೆ ಎ, ಬಿ, ಸಿ ಮತ್ತು ಡಿ ವೃಂದದ ಅಧಿಕಾರಿ, ಸಿಬ್ಬಂದಿಗಳ ಮಾಹಿತಿ ಸಲ್ಲಿಸುವ ವರ್ಗಾವಣೆಯ ವೇಳಾಪಟ್ಟಿಯನ್ನು ಉಲ್ಲೇಖ(3) ಸರ್ಕಾರದ ಆದೇಶದಲ್ಲಿ ಸೂಚಿಸಿರುವಂತೆ ಈ ಕೆಳಕಂಡ ವಿಧಾನಗಳಿಗೆ ನಿಗದಿಪಡಿಸಲಾಗಿದೆ. [30,517,246,561]
headline: ರಾಹುಲ್ ಗಾಂಧಿಗೆ ಮಾಜಿ ಸಚಿವ ಕೆಎನ್‌ಆರ್ ಪತ್ರ [522,366,854,390]
article-body [324,316,466,406]
